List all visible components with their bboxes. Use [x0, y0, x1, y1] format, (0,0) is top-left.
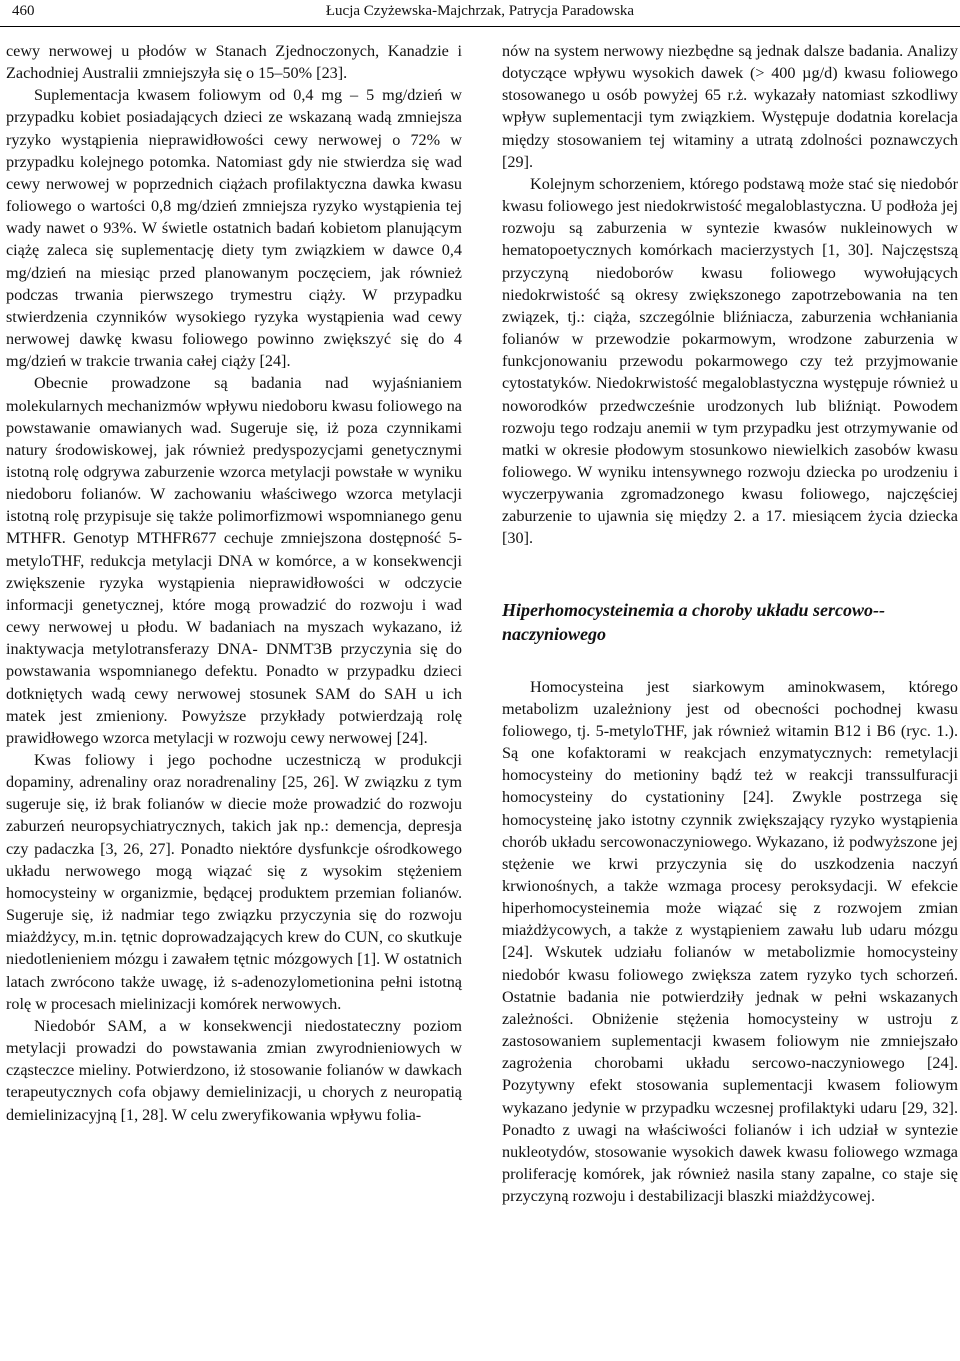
paragraph: Niedobór SAM, a w konsekwencji niedostateczny poziom metylacji prowadzi do powstawania zmian zwyrodnieniowych w cząsteczce mieliny. Potwierdzono, iż stosowanie folianów w dawkach terapeutycznych cofa objawy demielinizacji, u chorych z neuropatią demielinizacyjną [1, 28]. W celu zweryfikowania wpływu folia- — [6, 1016, 462, 1124]
page-number: 460 — [12, 3, 35, 19]
left-column — [6, 40, 462, 1126]
paragraph: Kolejnym schorzeniem, którego podstawą może stać się niedobór kwasu foliowego jest niedokrwistość megaloblastyczna. U podłoża jej rozwoju są zaburzenia w syntezie kwasów nukleinowych w hematopoetycznych komórkach macierzystych [1, 30]. Najczęstszą przyczyną niedoborów kwasu foliowego wywołujących niedokrwistość są okresy zwiększonego zapotrzebowania na ten związek, tj.: ciąża, szczególnie bliźniacza, zaburzenia wchłaniania folianów w przewodzie pokarmowym, wrodzone zaburzenia w funkcjonowaniu przewodu pokarmowego czy też przyjmowanie cytostatyków. Niedokrwistość megaloblastyczna występuje również u noworodków przedwcześnie urodzonych lub bliźniąt. Powodem rozwoju tego rodzaju anemii w tym przypadku jest otrzymywanie od matki w okresie płodowym stosunkowo niewielkich zasobów kwasu foliowego. W wyniku intensywnego rozwoju dziecka po urodzeniu i wyczerpywania zgromadzonego kwasu foliowego, najczęściej zaburzenie to ujawnia się między 2. a 17. miesiącem życia dziecka [30]. — [502, 174, 958, 548]
running-head: Łucja Czyżewska-Majchrzak, Patrycja Paradowska — [325, 3, 635, 19]
page-header — [0, 0, 960, 27]
section-heading: Hiperhomocysteinemia a choroby układu sercowo--naczyniowego — [502, 599, 885, 644]
paragraph: Suplementacja kwasem foliowym od 0,4 mg – 5 mg/dzień w przypadku kobiet posiadających dzieci ze wskazaną wadą zmniejsza ryzyko wystąpienia nieprawidłowości cewy nerwowej o 72% w przypadku kolejnego potomka. Natomiast gdy nie stwierdza się wad cewy nerwowej w poprzednich ciążach profilaktyczna dawka kwasu foliowego o wartości 0,8 mg/dzień zmniejsza ryzyko wystąpienia tej wady nawet o 93%. W świetle ostatnich badań kobietom planującym ciążę zaleca się suplementację diety tym związkiem w dawce 0,4 mg/dzień na miesiąc przed planowanym poczęciem, jak również podczas trwania pierwszego trymestru ciąży. W przypadku stwierdzenia czynników wysokiego ryzyka wystąpienia wad cewy nerwowej dawkę kwasu foliowego powinno zwiększyć się do 4 mg/dzień w trakcie trwania całej ciąży [24]. — [6, 86, 462, 371]
paragraph: Homocysteina jest siarkowym aminokwasem, którego metabolizm uzależniony jest od obecności pochodnej kwasu foliowego, tj. 5-metyloTHF, jak również witamin B12 i B6 (ryc. 1.). Są one kofaktorami w reakcjach enzymatycznych: remetylacji homocysteiny do metioniny bądź też w reakcji transsulfuracji homocysteiny do cystationiny [24]. Zwykle postrzega się homocysteinę jako istotny czynnik zwiększający ryzyko wystąpienia chorób układu sercowonaczyniowego. Wykazano, iż podwyższone jej stężenie we krwi przyczynia się do uszkodzenia naczyń krwionośnych, a także wzmaga procesy peroksydacji. W efekcie hiperhomocysteinemia może wiązać się z rozwojem zmian miażdżycowych, a także z wystąpieniem zawału lub udaru mózgu [24]. Wskutek udziału folianów w metabolizmie homocysteiny niedobór kwasu foliowego zwiększa zatem ryzyko tych schorzeń. Ostatnie badania nie potwierdziły jednak w pełni wskazanych zależności. Obniżenie stężenia homocysteiny w ustroju z zastosowaniem suplementacji kwasem foliowym nie zmniejszało zagrożenia chorobami układu sercowo-naczyniowego [24]. Pozytywny efekt stosowania suplementacji kwasem foliowym wykazano jedynie w przypadku wczesnej profilaktyki udaru [29, 32]. Ponadto z uwagi na właściwości folianów i ich udział w syntezie nukleotydów, stosowanie wysokich dawek kwasu foliowego wzmaga proliferację komórek, jak również nasila stany zapalne, co staje się przyczyną rozwoju i destabilizacji blaszki miażdżycowej. — [502, 677, 958, 1206]
paragraph: Obecnie prowadzone są badania nad wyjaśnianiem molekularnych mechanizmów wpływu niedoboru kwasu foliowego na powstawanie omawianych wad. Sugeruje się, iż poza czynnikami natury środowiskowej, jak również predyspozycjami genetycznymi istotną rolę odgrywa zaburzenie wzorca metylacji powstałe w wyniku niedoboru folianów. W zachowaniu właściwego wzorca metylacji istotną rolę przypisuje się także polimorfizmowi wspomnianego genu MTHFR. Genotyp MTHFR677 cechuje zmniejszona dostępność 5-metyloTHF, redukcja metylacji DNA w komórce, a w konsekwencji zwiększenie ryzyka wystąpienia nieprawidłowości w odczycie informacji genetycznej, które mogą prowadzić do rozwoju i wad cewy nerwowej u płodu. W badaniach na myszach wykazano, iż inaktywacja metylotransferazy DNA- DNMT3B przyczynia się do powstawania wspomnianego defektu. Ponadto w przypadku dzieci dotkniętych wadą cewy nerwowej stosunek SAM do SAH u ich matek jest zmieniony. Powyższe przykłady potwierdzają rolę prawidłowego wzorca metylacji w rozwoju cewy nerwowej [24]. — [6, 374, 462, 747]
right-column — [502, 40, 958, 1207]
paragraph: Kwas foliowy i jego pochodne uczestniczą w produkcji dopaminy, adrenaliny oraz noradrenaliny [25, 26]. W związku z tym sugeruje się, iż brak folianów w diecie może prowadzić do rozwoju zaburzeń neuropsychiatrycznych, takich jak np.: demencja, depresja czy padaczka [3, 26, 27]. Ponadto niektóre dysfunkcje ośrodkowego układu nerwowego mogą wiązać się z wysokim stężeniem homocysteiny w organizmie, będącej produktem przemian folianów. Sugeruje się, iż nadmiar tego związku przyczynia się do rozwoju miażdżycy, m.in. tętnic doprowadzających krew do CUN, co skutkuje niedotlenieniem mózgu i zawałem tętnic mózgowych [1]. W ostatnich latach zwrócono także uwagę, iż s-adenozylometionina pełni istotną rolę w procesach mielinizacji komórek nerwowych. — [6, 751, 462, 1013]
paragraph: cewy nerwowej u płodów w Stanach Zjednoczonych, Kanadzie i Zachodniej Australii zmniejszyła się o 15–50% [23]. — [6, 42, 462, 83]
paragraph: nów na system nerwowy niezbędne są jednak dalsze badania. Analizy dotyczące wpływu wysokich dawek (> 400 µg/d) kwasu foliowego stosowanego u osób powyżej 65 r.ż. wykazały natomiast szkodliwy wpływ suplementacji tym związkiem. Występuje dodatnia korelacja między stosowaniem tej witaminy a utratą zdolności poznawczych [29]. — [502, 42, 958, 171]
